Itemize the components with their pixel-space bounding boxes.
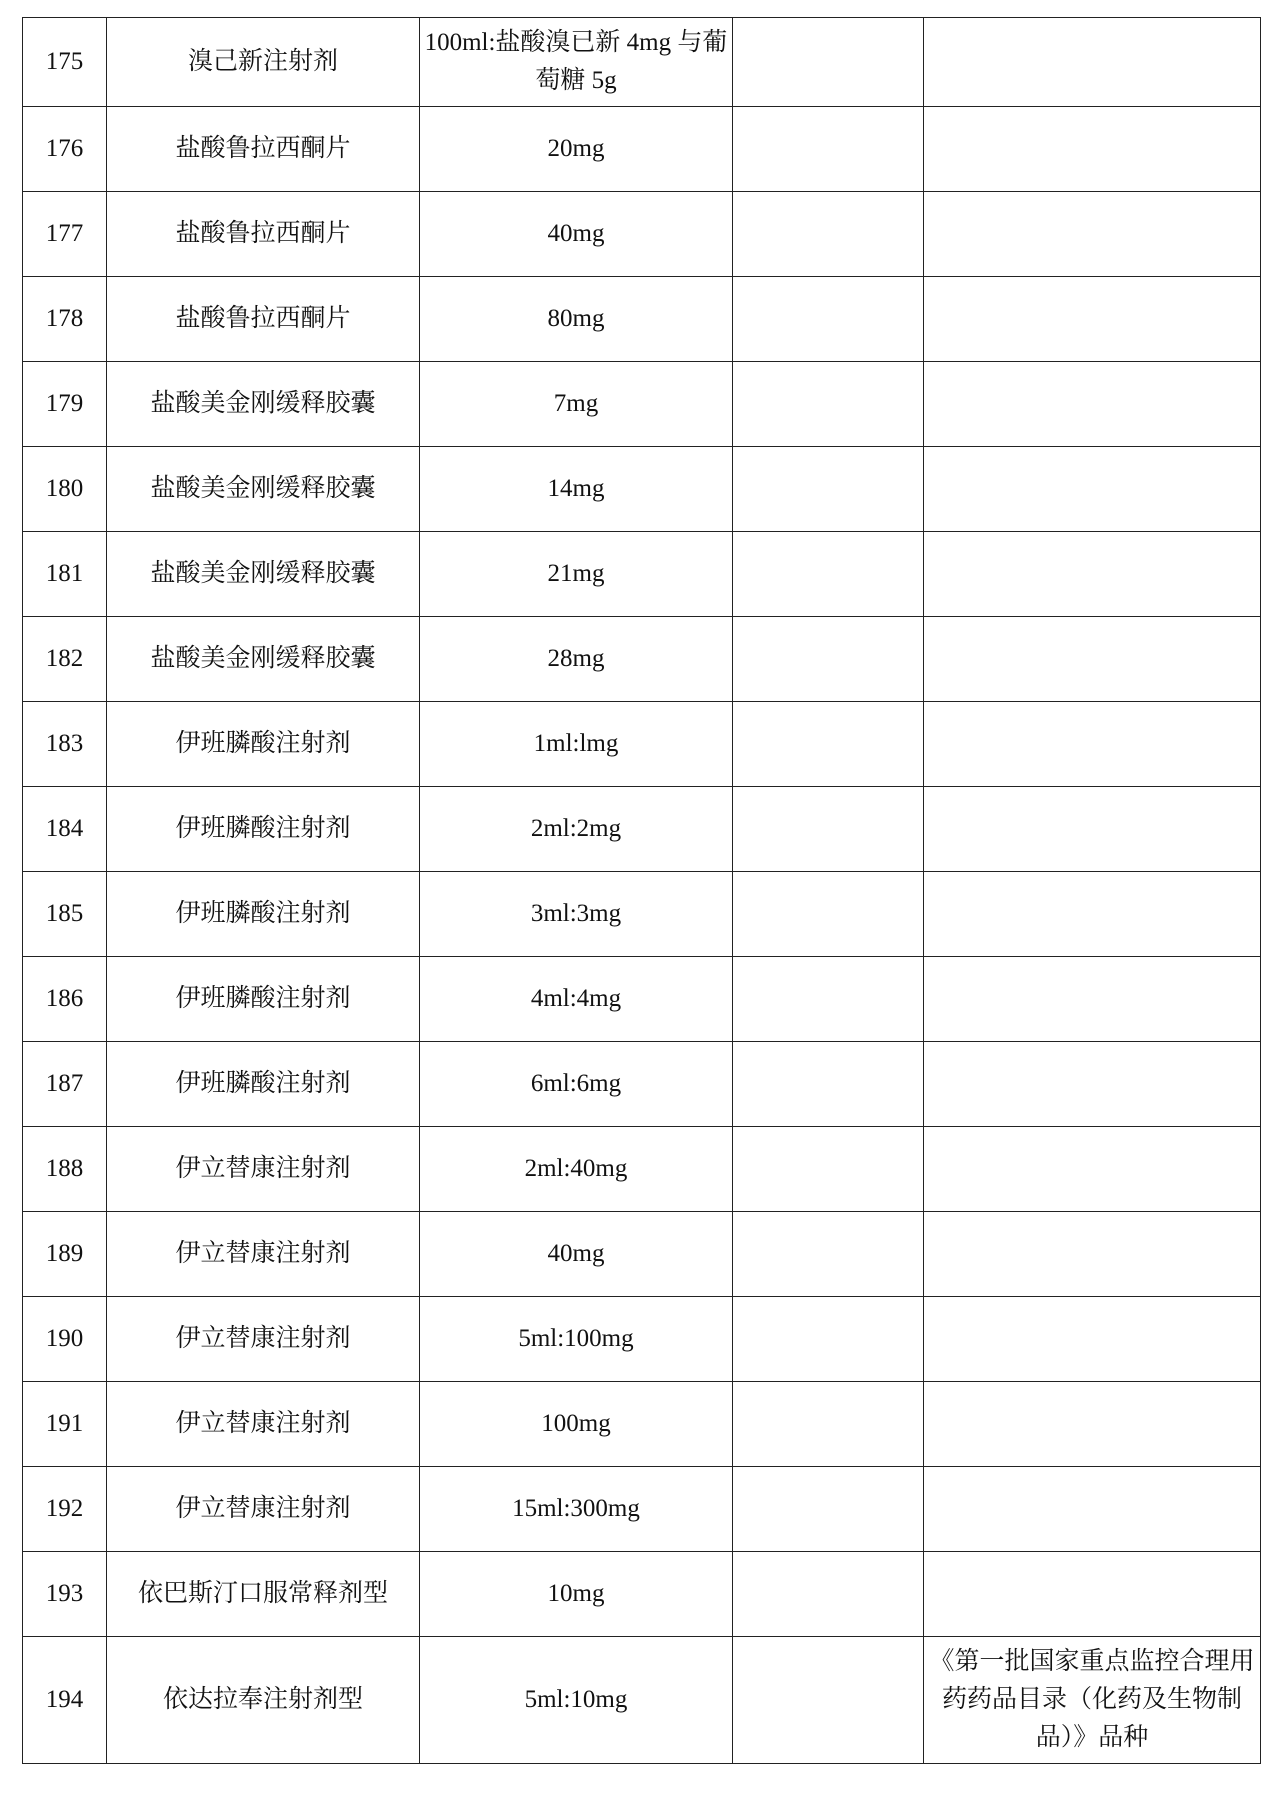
note-cell bbox=[924, 532, 1261, 617]
row-number-cell: 181 bbox=[23, 532, 107, 617]
blank-column-cell bbox=[733, 532, 924, 617]
drug-name-cell: 盐酸鲁拉西酮片 bbox=[107, 107, 420, 192]
blank-column-cell bbox=[733, 1552, 924, 1637]
note-cell bbox=[924, 277, 1261, 362]
table-row bbox=[23, 702, 1261, 787]
specification-cell: 7mg bbox=[420, 362, 733, 447]
blank-column-cell bbox=[733, 362, 924, 447]
specification-cell: 40mg bbox=[420, 1212, 733, 1297]
drug-name-cell: 伊立替康注射剂 bbox=[107, 1467, 420, 1552]
blank-column-cell bbox=[733, 957, 924, 1042]
drug-name-cell: 盐酸美金刚缓释胶囊 bbox=[107, 362, 420, 447]
blank-column-cell bbox=[733, 1382, 924, 1467]
note-cell bbox=[924, 1297, 1261, 1382]
specification-cell: 3ml:3mg bbox=[420, 872, 733, 957]
table-row bbox=[23, 1127, 1261, 1212]
row-number-cell: 186 bbox=[23, 957, 107, 1042]
specification-cell: 10mg bbox=[420, 1552, 733, 1637]
specification-cell: 15ml:300mg bbox=[420, 1467, 733, 1552]
table-row bbox=[23, 532, 1261, 617]
row-number-cell: 178 bbox=[23, 277, 107, 362]
row-number-cell: 184 bbox=[23, 787, 107, 872]
specification-cell: 1ml:lmg bbox=[420, 702, 733, 787]
blank-column-cell bbox=[733, 18, 924, 107]
blank-column-cell bbox=[733, 617, 924, 702]
note-cell bbox=[924, 1212, 1261, 1297]
drug-name-cell: 伊立替康注射剂 bbox=[107, 1382, 420, 1467]
note-cell: 《第一批国家重点监控合理用药药品目录（化药及生物制品）》品种 bbox=[924, 1637, 1261, 1764]
table-row bbox=[23, 1042, 1261, 1127]
drug-name-cell: 伊班膦酸注射剂 bbox=[107, 957, 420, 1042]
row-number-cell: 187 bbox=[23, 1042, 107, 1127]
row-number-cell: 190 bbox=[23, 1297, 107, 1382]
specification-cell: 2ml:2mg bbox=[420, 787, 733, 872]
row-number-cell: 180 bbox=[23, 447, 107, 532]
blank-column-cell bbox=[733, 1042, 924, 1127]
table-row bbox=[23, 617, 1261, 702]
row-number-cell: 194 bbox=[23, 1637, 107, 1764]
specification-cell: 28mg bbox=[420, 617, 733, 702]
specification-cell: 6ml:6mg bbox=[420, 1042, 733, 1127]
specification-cell: 100ml:盐酸溴已新 4mg 与葡萄糖 5g bbox=[420, 18, 733, 107]
drug-name-cell: 伊立替康注射剂 bbox=[107, 1297, 420, 1382]
row-number-cell: 193 bbox=[23, 1552, 107, 1637]
table-row bbox=[23, 787, 1261, 872]
note-cell bbox=[924, 18, 1261, 107]
table-row bbox=[23, 1212, 1261, 1297]
note-cell bbox=[924, 872, 1261, 957]
note-cell bbox=[924, 1382, 1261, 1467]
blank-column-cell bbox=[733, 1467, 924, 1552]
drug-name-cell: 依巴斯汀口服常释剂型 bbox=[107, 1552, 420, 1637]
drug-name-cell: 伊班膦酸注射剂 bbox=[107, 702, 420, 787]
table-row bbox=[23, 1297, 1261, 1382]
specification-cell: 4ml:4mg bbox=[420, 957, 733, 1042]
table-row bbox=[23, 957, 1261, 1042]
note-cell bbox=[924, 447, 1261, 532]
table-row bbox=[23, 872, 1261, 957]
blank-column-cell bbox=[733, 107, 924, 192]
drug-name-cell: 盐酸美金刚缓释胶囊 bbox=[107, 617, 420, 702]
note-cell bbox=[924, 702, 1261, 787]
table-row bbox=[23, 277, 1261, 362]
drug-name-cell: 溴己新注射剂 bbox=[107, 18, 420, 107]
row-number-cell: 183 bbox=[23, 702, 107, 787]
drug-name-cell: 盐酸鲁拉西酮片 bbox=[107, 277, 420, 362]
note-cell bbox=[924, 1042, 1261, 1127]
note-cell bbox=[924, 957, 1261, 1042]
note-cell bbox=[924, 362, 1261, 447]
table-row bbox=[23, 1552, 1261, 1637]
row-number-cell: 182 bbox=[23, 617, 107, 702]
blank-column-cell bbox=[733, 1127, 924, 1212]
note-cell bbox=[924, 787, 1261, 872]
drug-catalog-table bbox=[22, 17, 1261, 1764]
table-row bbox=[23, 362, 1261, 447]
drug-name-cell: 伊班膦酸注射剂 bbox=[107, 1042, 420, 1127]
row-number-cell: 188 bbox=[23, 1127, 107, 1212]
drug-name-cell: 伊立替康注射剂 bbox=[107, 1127, 420, 1212]
drug-name-cell: 依达拉奉注射剂型 bbox=[107, 1637, 420, 1764]
drug-name-cell: 伊班膦酸注射剂 bbox=[107, 872, 420, 957]
table-row bbox=[23, 1467, 1261, 1552]
blank-column-cell bbox=[733, 702, 924, 787]
table-row bbox=[23, 192, 1261, 277]
drug-name-cell: 伊立替康注射剂 bbox=[107, 1212, 420, 1297]
table-row bbox=[23, 1637, 1261, 1764]
row-number-cell: 192 bbox=[23, 1467, 107, 1552]
drug-name-cell: 盐酸美金刚缓释胶囊 bbox=[107, 532, 420, 617]
note-cell bbox=[924, 1467, 1261, 1552]
drug-name-cell: 盐酸美金刚缓释胶囊 bbox=[107, 447, 420, 532]
specification-cell: 100mg bbox=[420, 1382, 733, 1467]
specification-cell: 21mg bbox=[420, 532, 733, 617]
specification-cell: 14mg bbox=[420, 447, 733, 532]
drug-name-cell: 盐酸鲁拉西酮片 bbox=[107, 192, 420, 277]
blank-column-cell bbox=[733, 447, 924, 532]
row-number-cell: 175 bbox=[23, 18, 107, 107]
specification-cell: 40mg bbox=[420, 192, 733, 277]
blank-column-cell bbox=[733, 1297, 924, 1382]
specification-cell: 80mg bbox=[420, 277, 733, 362]
row-number-cell: 176 bbox=[23, 107, 107, 192]
blank-column-cell bbox=[733, 1212, 924, 1297]
row-number-cell: 185 bbox=[23, 872, 107, 957]
specification-cell: 5ml:10mg bbox=[420, 1637, 733, 1764]
row-number-cell: 177 bbox=[23, 192, 107, 277]
note-cell bbox=[924, 617, 1261, 702]
row-number-cell: 191 bbox=[23, 1382, 107, 1467]
table-row bbox=[23, 18, 1261, 107]
specification-cell: 2ml:40mg bbox=[420, 1127, 733, 1212]
note-cell bbox=[924, 192, 1261, 277]
table-row bbox=[23, 107, 1261, 192]
note-cell bbox=[924, 107, 1261, 192]
blank-column-cell bbox=[733, 1637, 924, 1764]
note-cell bbox=[924, 1552, 1261, 1637]
table-row bbox=[23, 447, 1261, 532]
table-row bbox=[23, 1382, 1261, 1467]
blank-column-cell bbox=[733, 787, 924, 872]
row-number-cell: 189 bbox=[23, 1212, 107, 1297]
specification-cell: 20mg bbox=[420, 107, 733, 192]
blank-column-cell bbox=[733, 277, 924, 362]
row-number-cell: 179 bbox=[23, 362, 107, 447]
drug-name-cell: 伊班膦酸注射剂 bbox=[107, 787, 420, 872]
blank-column-cell bbox=[733, 872, 924, 957]
blank-column-cell bbox=[733, 192, 924, 277]
note-cell bbox=[924, 1127, 1261, 1212]
specification-cell: 5ml:100mg bbox=[420, 1297, 733, 1382]
